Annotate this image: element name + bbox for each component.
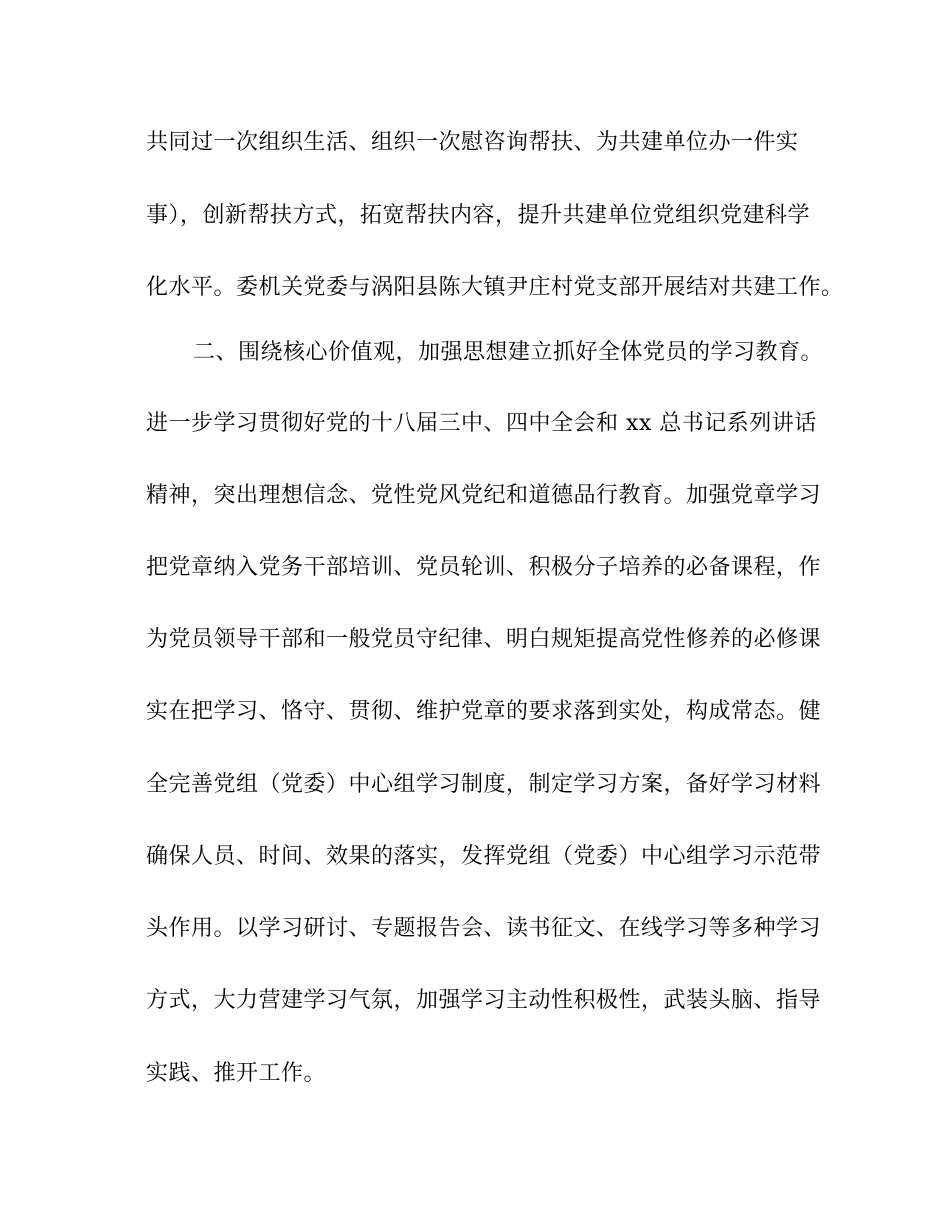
text-line: 确保人员、时间、效果的落实，发挥党组（党委）中心组学习示范带 xyxy=(146,844,822,869)
text-line: 把党章纳入党务干部培训、党员轮训、积极分子培养的必备课程，作 xyxy=(146,555,822,580)
text-line: 精神，突出理想信念、党性党风党纪和道德品行教育。加强党章学习 xyxy=(146,483,822,508)
text-line: 头作用。以学习研讨、专题报告会、读书征文、在线学习等多种学习 xyxy=(146,916,822,941)
text-line: 方式，大力营建学习气氛，加强学习主动性积极性，武装头脑、指导 xyxy=(146,988,822,1013)
text-line: 事），创新帮扶方式，拓宽帮扶内容，提升共建单位党组织党建科学 xyxy=(146,203,811,228)
text-line: 为党员领导干部和一般党员守纪律、明白规矩提高党性修养的必修课 xyxy=(146,627,822,652)
text-line: 共同过一次组织生活、组织一次慰咨询帮扶、为共建单位办一件实 xyxy=(146,130,799,155)
text-line: 全完善党组（党委）中心组学习制度，制定学习方案，备好学习材料 xyxy=(146,772,822,797)
section-heading: 二、围绕核心价值观，加强思想建立抓好全体党员的学习教育。 xyxy=(193,340,824,365)
text-line: 实在把学习、恪守、贯彻、维护党章的要求落到实处，构成常态。健 xyxy=(146,699,822,724)
text-line: 进一步学习贯彻好党的十八届三中、四中全会和 xx 总书记系列讲话 xyxy=(146,411,817,436)
text-line: 实践、推开工作。 xyxy=(146,1061,327,1086)
text-line: 化水平。委机关党委与涡阳县陈大镇尹庄村党支部开展结对共建工作。 xyxy=(146,275,844,300)
